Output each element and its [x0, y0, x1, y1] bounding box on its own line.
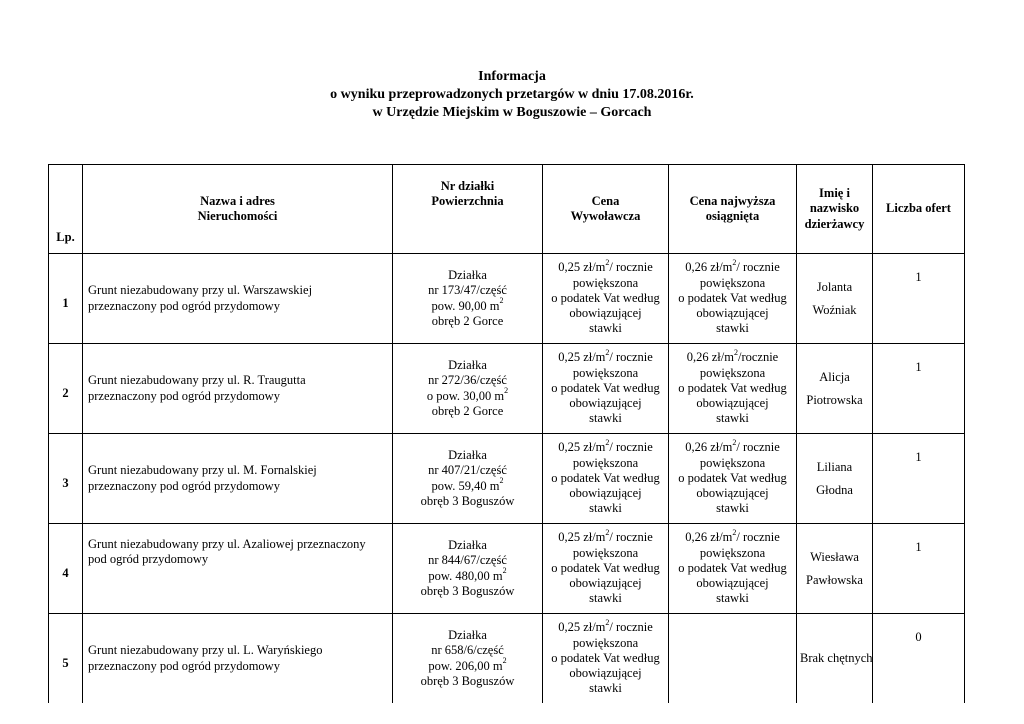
plot-details [393, 434, 543, 524]
price-line-3: o podatek Vat według [551, 290, 660, 305]
price-line-2: powiększona [572, 545, 639, 560]
tenant-name [797, 524, 873, 614]
price-line-4: obowiązującej [569, 486, 642, 501]
price-line-2: powiększona [572, 635, 639, 650]
price-rate: 0,25 $zł/m^2/$ rocznie [558, 438, 653, 455]
price-line-4: obowiązującej [696, 306, 769, 321]
tender-results-table [48, 164, 965, 703]
header-property [83, 165, 393, 254]
area-superscript: 2 [502, 656, 507, 666]
header-starting-price-line-1: Cena [591, 193, 620, 208]
heading-line-3: w Urzędzie Miejskim w Boguszowie – Gorcach [372, 105, 652, 120]
property-description [83, 614, 393, 704]
price-line-5: stawki [589, 321, 622, 336]
area-superscript: 2 [499, 296, 504, 306]
price-line-3: o podatek Vat według [551, 560, 660, 575]
highest-price [669, 344, 797, 434]
header-tenant [797, 165, 873, 254]
property-line-2: przeznaczony pod ogród przydomowy [88, 658, 280, 673]
highest-price [669, 434, 797, 524]
no-tenant-note: Brak chętnych [800, 651, 873, 665]
area-superscript: 2 [499, 476, 504, 486]
price-rate: 0,25 $zł/m^2/$ rocznie [558, 258, 653, 275]
price-line-4: obowiązującej [696, 396, 769, 411]
property-line-1: Grunt niezabudowany przy ul. Azaliowej przeznaczony [88, 537, 366, 551]
tenant-name [797, 344, 873, 434]
price-line-3: o podatek Vat według [678, 560, 787, 575]
plot-number: nr 173/47/część [428, 283, 507, 298]
price-line-4: obowiązującej [569, 396, 642, 411]
header-lp: Lp. [49, 165, 83, 254]
heading-line-2: o wyniku przeprowadzonych przetargów w dniu 17.08.2016r. [330, 87, 694, 102]
property-description [83, 434, 393, 524]
offer-count: 0 [873, 614, 965, 704]
price-line-3: o podatek Vat według [678, 470, 787, 485]
header-highest-price [669, 165, 797, 254]
offer-count: 1 [873, 434, 965, 524]
plot-area: pow. 480,00 $m^2$ [428, 566, 507, 583]
price-line-3: o podatek Vat według [551, 380, 660, 395]
property-description [83, 344, 393, 434]
plot-number: nr 407/21/część [428, 463, 507, 478]
table-row [49, 344, 965, 434]
plot-precinct: obręb 3 Boguszów [420, 583, 515, 598]
offer-count: 1 [873, 254, 965, 344]
plot-label: Działka [448, 267, 487, 282]
heading-line-1: Informacja [478, 69, 546, 84]
price-line-3: o podatek Vat według [551, 470, 660, 485]
highest-price [669, 254, 797, 344]
price-line-5: stawki [589, 501, 622, 516]
price-line-5: stawki [716, 411, 749, 426]
plot-details [393, 254, 543, 344]
starting-price [543, 254, 669, 344]
tenant-last-name: Pawłowska [806, 572, 863, 587]
tenant-last-name: Głodna [816, 482, 853, 497]
plot-details [393, 524, 543, 614]
price-line-4: obowiązującej [569, 576, 642, 591]
row-number: 4 [49, 524, 83, 614]
property-line-1: Grunt niezabudowany przy ul. R. Traugutta [88, 373, 306, 388]
tenant-first-name: Wiesława [810, 549, 859, 564]
plot-label: Działka [448, 357, 487, 372]
price-line-2: powiększona [699, 455, 766, 470]
tenant-last-name: Woźniak [812, 302, 857, 317]
header-highest-price-line-2: osiągnięta [705, 209, 760, 223]
table-row [49, 254, 965, 344]
header-plot-line-1: Nr działki [440, 179, 495, 193]
header-starting-price [543, 165, 669, 254]
property-line-2: przeznaczony pod ogród przydomowy [88, 298, 280, 313]
price-line-4: obowiązującej [569, 306, 642, 321]
price-line-4: obowiązującej [569, 666, 642, 681]
price-rate: 0,26 $zł/m^2$/rocznie [686, 348, 779, 365]
plot-area: pow. 90,00 $m^2$ [431, 296, 504, 313]
plot-label: Działka [448, 627, 487, 642]
property-description [83, 254, 393, 344]
plot-number: nr 844/67/część [428, 553, 507, 568]
header-property-line-2: Nieruchomości [197, 209, 278, 223]
area-superscript: 2 [504, 386, 509, 396]
offer-count: 1 [873, 344, 965, 434]
price-line-5: stawki [589, 591, 622, 606]
plot-details [393, 614, 543, 704]
row-number: 1 [49, 254, 83, 344]
tenant-first-name: Jolanta [816, 279, 853, 294]
header-tenant-line-1: Imię i [819, 186, 850, 201]
plot-number: nr 658/6/część [431, 643, 504, 658]
price-rate: 0,26 $zł/m^2/$ rocznie [685, 438, 780, 455]
property-line-1: Grunt niezabudowany przy ul. M. Fornalskiej [88, 463, 317, 478]
plot-label: Działka [448, 537, 487, 552]
row-number: 2 [49, 344, 83, 434]
starting-price [543, 434, 669, 524]
header-property-line-1: Nazwa i adres [200, 193, 275, 208]
price-rate: 0,25 $zł/m^2/$ rocznie [558, 618, 653, 635]
plot-precinct: obręb 3 Boguszów [420, 493, 515, 508]
price-line-4: obowiązującej [696, 486, 769, 501]
plot-area: pow. 59,40 $m^2$ [431, 476, 504, 493]
highest-price [669, 524, 797, 614]
property-line-1: Grunt niezabudowany przy ul. L. Waryńskiego [88, 643, 323, 658]
starting-price [543, 344, 669, 434]
header-highest-price-line-1: Cena najwyższa [689, 193, 776, 208]
tenant-last-name: Piotrowska [806, 392, 863, 407]
property-description [83, 524, 393, 614]
price-line-3: o podatek Vat według [551, 650, 660, 665]
price-rate: 0,26 $zł/m^2/$ rocznie [685, 258, 780, 275]
offer-count: 1 [873, 524, 965, 614]
header-plot [393, 165, 543, 254]
property-line-2: przeznaczony pod ogród przydomowy [88, 478, 280, 493]
price-rate: 0,25 $zł/m^2/$ rocznie [558, 528, 653, 545]
price-line-5: stawki [589, 681, 622, 696]
property-line-1: Grunt niezabudowany przy ul. Warszawskiej [88, 283, 313, 298]
starting-price [543, 614, 669, 704]
price-line-2: powiększona [699, 545, 766, 560]
tenant-name [797, 614, 873, 704]
price-line-5: stawki [589, 411, 622, 426]
price-rate: 0,26 $zł/m^2/$ rocznie [685, 528, 780, 545]
price-line-2: powiększona [572, 455, 639, 470]
price-line-2: powiększona [572, 275, 639, 290]
price-line-5: stawki [716, 321, 749, 336]
area-superscript: 2 [502, 566, 507, 576]
plot-precinct: obręb 2 Gorce [431, 403, 504, 418]
plot-area: pow. 206,00 $m^2$ [428, 656, 507, 673]
price-line-3: o podatek Vat według [678, 380, 787, 395]
property-line-2: pod ogród przydomowy [88, 552, 209, 567]
header-tenant-line-3: dzierżawcy [804, 216, 865, 231]
price-line-3: o podatek Vat według [678, 290, 787, 305]
document-heading [0, 68, 1024, 122]
table-header-row [49, 165, 965, 254]
row-number: 3 [49, 434, 83, 524]
price-line-4: obowiązującej [696, 576, 769, 591]
tenant-first-name: Liliana [816, 459, 853, 474]
header-plot-line-2: Powierzchnia [431, 194, 504, 209]
price-line-2: powiększona [699, 275, 766, 290]
table-row [49, 434, 965, 524]
highest-price-empty [669, 614, 797, 704]
tenant-name [797, 434, 873, 524]
price-line-2: powiększona [572, 365, 639, 380]
tenant-name [797, 254, 873, 344]
tenant-first-name: Alicja [819, 369, 850, 384]
property-line-2: przeznaczony pod ogród przydomowy [88, 388, 280, 403]
starting-price [543, 524, 669, 614]
header-tenant-line-2: nazwisko [809, 201, 860, 216]
table-row [49, 524, 965, 614]
row-number: 5 [49, 614, 83, 704]
table-row [49, 614, 965, 704]
plot-number: nr 272/36/część [428, 373, 507, 388]
price-line-5: stawki [716, 591, 749, 606]
plot-details [393, 344, 543, 434]
price-rate: 0,25 $zł/m^2/$ rocznie [558, 348, 653, 365]
header-starting-price-line-2: Wywoławcza [570, 209, 641, 223]
plot-area: o pow. 30,00 $m^2$ [426, 386, 509, 403]
price-line-5: stawki [716, 501, 749, 516]
plot-precinct: obręb 3 Boguszów [420, 673, 515, 688]
plot-label: Działka [448, 447, 487, 462]
price-line-2: powiększona [699, 365, 766, 380]
plot-precinct: obręb 2 Gorce [431, 313, 504, 328]
header-offer-count: Liczba ofert [873, 165, 965, 254]
